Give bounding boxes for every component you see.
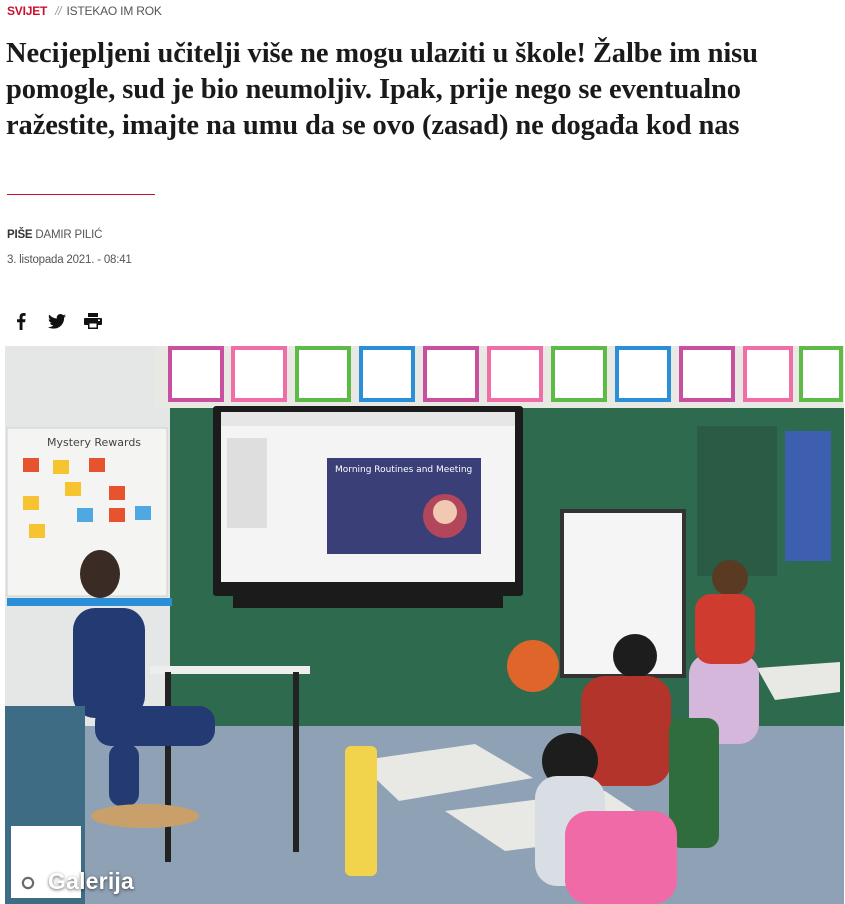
- twitter-share-button[interactable]: [46, 311, 68, 331]
- gallery-label: Galerija: [48, 868, 134, 894]
- byline-prefix: PIŠE: [7, 229, 33, 241]
- breadcrumb: [7, 4, 162, 18]
- breadcrumb-tag-link[interactable]: ISTEKAO IM ROK: [66, 4, 162, 18]
- share-bar: [10, 311, 104, 331]
- breadcrumb-separator: //: [55, 4, 62, 18]
- byline: [7, 228, 102, 242]
- camera-icon: [14, 870, 42, 892]
- facebook-share-button[interactable]: [10, 311, 32, 331]
- article-title: Necijepljeni učitelji više ne mogu ulaziti u škole! Žalbe im nisu pomogle, sud je bio neumoljiv. Ipak, prije nego se eventualno ražestite, imajte na umu da se ovo (zasad) ne događa kod nas: [6, 38, 758, 141]
- screen-title: Morning Routines and Meeting: [335, 465, 473, 475]
- gallery-button[interactable]: [14, 868, 134, 894]
- twitter-icon: [48, 314, 66, 329]
- facebook-icon: [16, 313, 26, 330]
- author-link[interactable]: DAMIR PILIĆ: [35, 229, 103, 241]
- article-photo[interactable]: [5, 346, 844, 904]
- publish-date: 3. listopada 2021. - 08:41: [7, 254, 132, 266]
- board-title: Mystery Rewards: [47, 436, 142, 449]
- classroom-photo-illustration: [5, 346, 844, 904]
- breadcrumb-section-link[interactable]: SVIJET: [7, 4, 48, 18]
- title-divider: [7, 194, 155, 195]
- print-button[interactable]: [82, 311, 104, 331]
- print-icon: [84, 313, 102, 329]
